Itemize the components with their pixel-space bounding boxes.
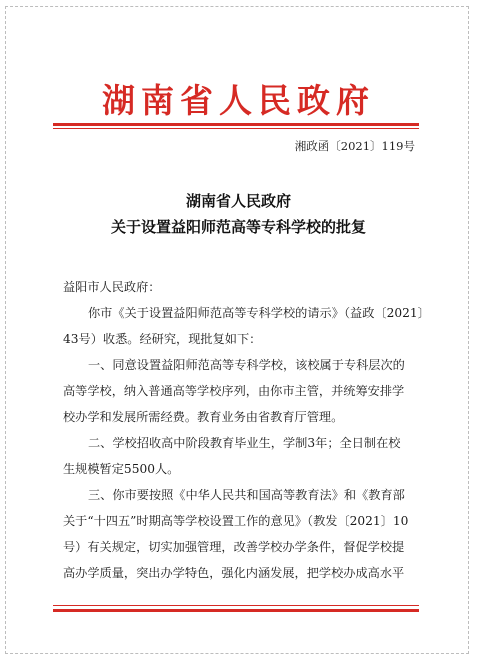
document-number: 湘政函〔2021〕119号 <box>294 139 415 153</box>
issuer-header: 湖南省人民政府 <box>102 81 375 120</box>
body-line: 号）有关规定，切实加强管理，改善学校办学条件，督促学校提 <box>63 540 405 554</box>
body-line: 关于“十四五”时期高等学校设置工作的意见》（教发〔2021〕10 <box>63 514 409 528</box>
body-line: 校办学和发展所需经费。教育业务由省教育厅管理。 <box>63 410 344 424</box>
body-line: 高等学校，纳入普通高等学校序列，由你市主管，并统筹安排学 <box>63 384 405 398</box>
header-red-rule-thin <box>53 128 419 129</box>
body-line: 一、同意设置益阳师范高等专科学校，该校属于专科层次的 <box>88 358 405 372</box>
body-line: 高办学质量，突出办学特色，强化内涵发展，把学校办成高水平 <box>63 566 405 580</box>
document-body <box>63 274 430 586</box>
body-line: 生规模暂定5500人。 <box>63 462 180 476</box>
title-subject: 关于设置益阳师范高等专科学校的批复 <box>110 218 366 236</box>
footer-red-rule-thin <box>53 605 419 606</box>
header-red-rule-thick <box>53 123 419 126</box>
salutation: 益阳市人民政府： <box>63 280 161 294</box>
body-line: 二、学校招收高中阶段教育毕业生，学制3年；全日制在校 <box>88 436 401 450</box>
title-issuer: 湖南省人民政府 <box>185 192 291 210</box>
body-line: 43号）收悉。经研究，现批复如下： <box>63 332 262 346</box>
body-line: 三、你市要按照《中华人民共和国高等教育法》和《教育部 <box>88 488 405 502</box>
footer-red-rule-thick <box>53 609 419 612</box>
body-line: 你市《关于设置益阳师范高等专科学校的请示》（益政〔2021〕 <box>88 306 430 320</box>
